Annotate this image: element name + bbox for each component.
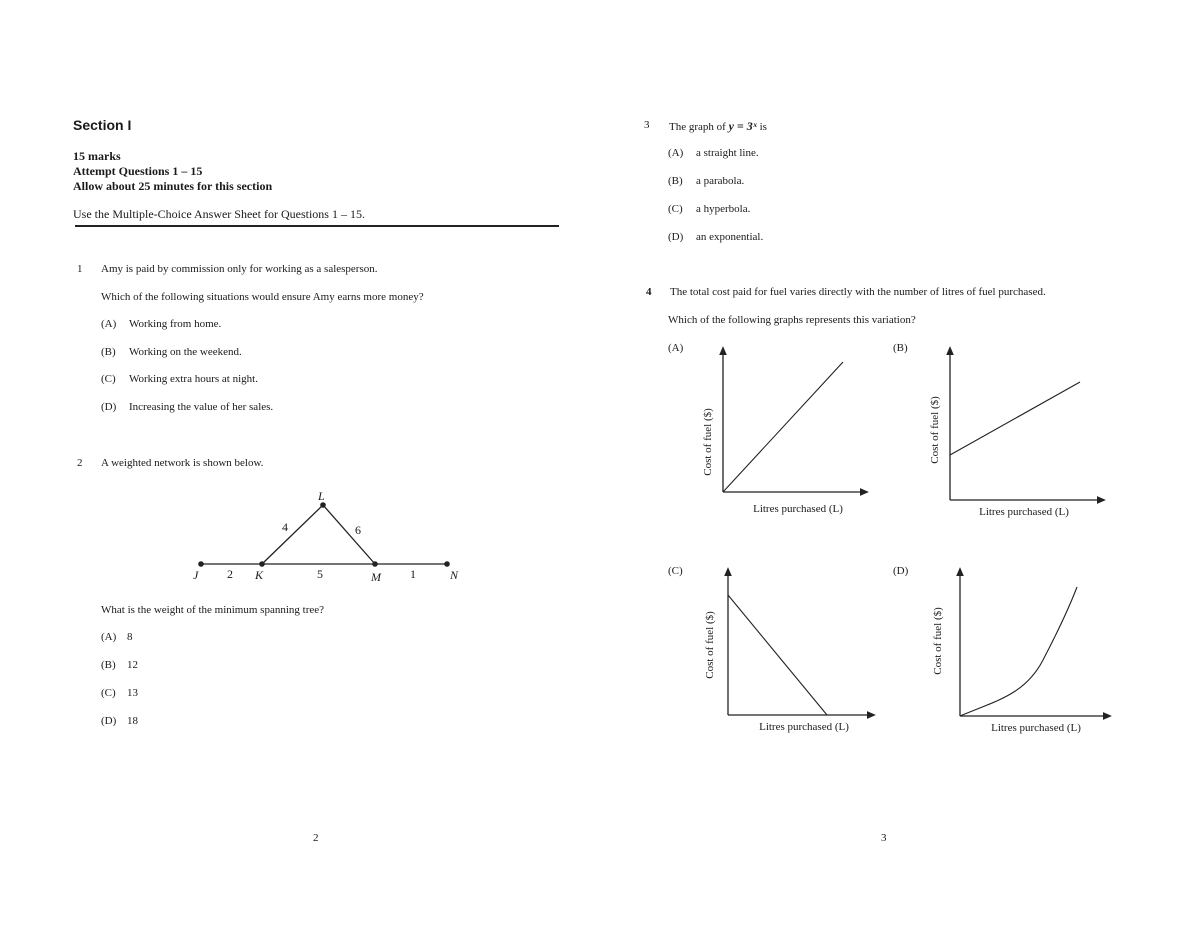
x-axis-label: Litres purchased (L) — [759, 721, 849, 733]
option-letter: (A) — [668, 147, 684, 159]
option-text: a hyperbola. — [696, 203, 751, 215]
vertex-j — [198, 561, 204, 567]
equation: y = 3ˣ — [728, 119, 757, 133]
section-title: Section I — [73, 117, 132, 133]
option-letter: (B) — [101, 659, 116, 671]
marks-line: 15 marks — [73, 149, 121, 163]
vertex-n — [444, 561, 450, 567]
graph-curve — [960, 587, 1077, 716]
edge-l-m — [323, 505, 375, 564]
question-prompt: What is the weight of the minimum spanning tree? — [101, 604, 325, 616]
option-text: a straight line. — [696, 147, 759, 159]
option-letter: (A) — [101, 631, 117, 643]
question-number: 1 — [77, 263, 83, 275]
option-text: Increasing the value of her sales. — [129, 401, 274, 413]
question-text: Amy is paid by commission only for working as a salesperson. — [101, 263, 378, 275]
y-axis-label: Cost of fuel ($) — [704, 611, 716, 679]
question-text: A weighted network is shown below. — [101, 457, 264, 469]
vertex-l — [320, 502, 326, 508]
option-text: 8 — [127, 631, 133, 643]
page-number: 3 — [881, 832, 887, 844]
question-number: 4 — [646, 286, 652, 298]
option-letter: (A) — [101, 318, 117, 330]
vertex-label-l: L — [318, 489, 325, 503]
question-text — [669, 119, 767, 134]
graph-line — [723, 362, 843, 492]
option-text: an exponential. — [696, 231, 764, 243]
option-letter: (C) — [101, 687, 116, 699]
option-letter: (C) — [668, 203, 683, 215]
graph-line — [950, 382, 1080, 455]
vertex-m — [372, 561, 378, 567]
graph-b — [922, 342, 1112, 522]
question-text-end: is — [756, 121, 767, 133]
section-divider — [75, 225, 559, 227]
allow-line: Allow about 25 minutes for this section — [73, 179, 273, 193]
option-letter: (D) — [668, 231, 684, 243]
vertex-label-j: J — [193, 568, 199, 582]
option-letter: (C) — [101, 373, 116, 385]
x-axis-label: Litres purchased (L) — [991, 722, 1081, 734]
weight-l-m: 6 — [355, 523, 361, 537]
y-axis-label: Cost of fuel ($) — [702, 408, 714, 476]
question-prompt: Which of the following graphs represents this variation? — [668, 314, 916, 326]
graph-d — [925, 565, 1115, 737]
option-letter: (B) — [101, 346, 116, 358]
x-axis-label: Litres purchased (L) — [979, 506, 1069, 518]
option-text: Working from home. — [129, 318, 222, 330]
option-text: 12 — [127, 659, 138, 671]
option-text: a parabola. — [696, 175, 745, 187]
y-axis-label: Cost of fuel ($) — [929, 396, 941, 464]
weight-m-n: 1 — [410, 567, 416, 581]
graph-c — [700, 565, 880, 737]
graph-letter: (D) — [893, 565, 909, 577]
option-letter: (D) — [101, 715, 117, 727]
vertex-k — [259, 561, 265, 567]
weight-k-l: 4 — [282, 520, 288, 534]
option-text: Working extra hours at night. — [129, 373, 258, 385]
weight-k-m: 5 — [317, 567, 323, 581]
question-text: The total cost paid for fuel varies directly with the number of litres of fuel purchased. — [670, 286, 1046, 298]
graph-letter: (C) — [668, 565, 683, 577]
vertex-label-k: K — [255, 568, 264, 582]
y-axis-label: Cost of fuel ($) — [932, 607, 944, 675]
page-number: 2 — [313, 832, 319, 844]
question-number: 2 — [77, 457, 83, 469]
option-text: Working on the weekend. — [129, 346, 242, 358]
attempt-line: Attempt Questions 1 – 15 — [73, 164, 203, 178]
option-text: 18 — [127, 715, 138, 727]
option-letter: (D) — [101, 401, 117, 413]
x-axis-label: Litres purchased (L) — [753, 503, 843, 515]
graph-a — [695, 342, 875, 520]
question-prompt: Which of the following situations would ensure Amy earns more money? — [101, 291, 424, 303]
graph-line — [728, 595, 827, 715]
vertex-label-m: M — [371, 570, 381, 584]
instruction-line: Use the Multiple-Choice Answer Sheet for Questions 1 – 15. — [73, 207, 365, 221]
vertex-label-n: N — [450, 568, 459, 582]
graph-letter: (B) — [893, 342, 908, 354]
question-number: 3 — [644, 119, 650, 131]
graph-letter: (A) — [668, 342, 684, 354]
option-text: 13 — [127, 687, 138, 699]
weighted-network-diagram — [185, 485, 465, 585]
weight-j-k: 2 — [227, 567, 233, 581]
edge-k-l — [262, 505, 323, 564]
question-text-start: The graph of — [669, 121, 729, 133]
option-letter: (B) — [668, 175, 683, 187]
